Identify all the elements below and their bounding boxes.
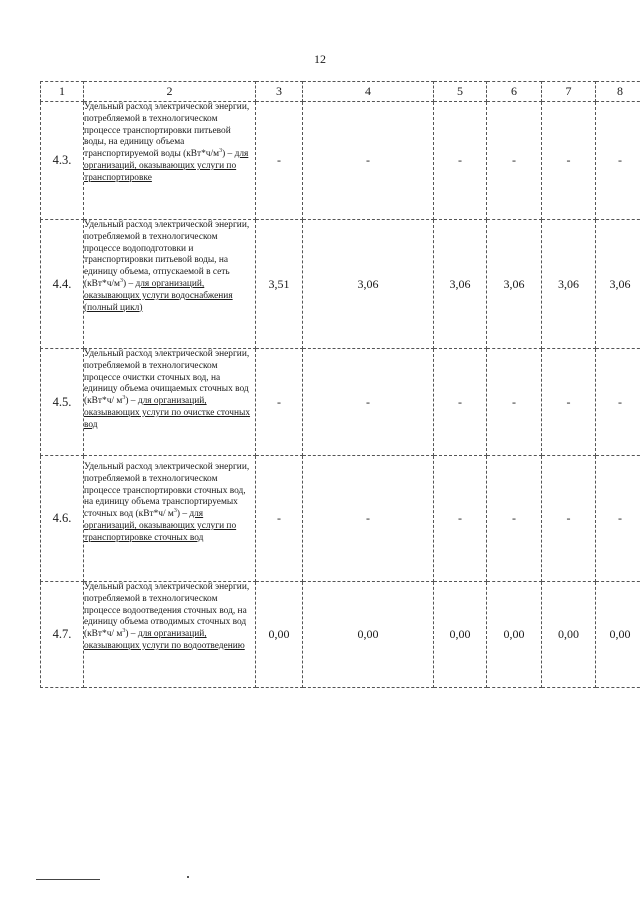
value-cell: 0,00: [434, 582, 487, 688]
value-cell: -: [434, 102, 487, 220]
qualifier-text: для организаций, оказывающих услуги по транспортировке сточных вод: [84, 509, 237, 543]
value-cell: -: [596, 456, 640, 582]
page-number: 12: [314, 52, 326, 66]
footer-mark: [187, 876, 189, 878]
header-cell: 8: [596, 82, 640, 102]
value-cell: -: [434, 456, 487, 582]
header-cell: 7: [542, 82, 596, 102]
value-cell: -: [303, 102, 434, 220]
value-cell: 0,00: [256, 582, 303, 688]
description-text: Удельный расход электрической энергии, потребляемой в технологическом процессе транспортировки питьевой воды, на единицу объема транспортируемой воды: [84, 102, 250, 160]
footer-rule: [36, 879, 100, 880]
value-cell: -: [256, 102, 303, 220]
header-row: [41, 82, 640, 102]
table-row: [41, 456, 640, 582]
row-description: [84, 582, 256, 688]
value-cell: 0,00: [596, 582, 640, 688]
row-number: 4.3.: [41, 102, 84, 220]
unit-superscript: 3: [173, 508, 177, 515]
separator: –: [225, 149, 235, 160]
table-row: [41, 349, 640, 456]
unit-superscript: 3: [122, 628, 126, 635]
header-cell: 2: [84, 82, 256, 102]
value-cell: -: [434, 349, 487, 456]
description-text: Удельный расход электрической энергии, потребляемой в технологическом процессе водоподготовки и транспортировки питьевой воды, на единицу объема, отпускаемой в сеть: [84, 220, 250, 278]
separator: –: [126, 278, 136, 289]
value-cell: 0,00: [542, 582, 596, 688]
value-cell: 0,00: [487, 582, 542, 688]
unit-close: ): [222, 149, 226, 160]
value-cell: 3,51: [256, 220, 303, 349]
row-number: 4.4.: [41, 220, 84, 349]
value-cell: -: [303, 349, 434, 456]
unit-close: ): [125, 396, 129, 407]
value-cell: 0,00: [303, 582, 434, 688]
unit-superscript: 3: [122, 395, 126, 402]
unit-text: (кВт*ч/ м: [84, 629, 123, 640]
header-cell: 4: [303, 82, 434, 102]
value-cell: 3,06: [542, 220, 596, 349]
row-description: [84, 220, 256, 349]
value-cell: -: [256, 349, 303, 456]
unit-text: (кВт*ч/м: [84, 278, 120, 289]
value-cell: -: [596, 349, 640, 456]
unit-close: ): [176, 509, 180, 520]
value-cell: -: [487, 102, 542, 220]
qualifier-text: для организаций, оказывающих услуги водоснабжения (полный цикл): [84, 278, 233, 313]
qualifier-text: для организаций, оказывающих услуги по очистке сточных вод: [84, 396, 251, 430]
header-cell: 1: [41, 82, 84, 102]
header-cell: 6: [487, 82, 542, 102]
qualifier-text: для организаций, оказывающих услуги по транспортировке: [84, 149, 249, 183]
unit-text: (кВт*ч/ м: [84, 396, 123, 407]
value-cell: -: [487, 456, 542, 582]
separator: –: [128, 396, 138, 407]
unit-text: (кВт*ч/ м: [135, 509, 174, 520]
row-description: [84, 349, 256, 456]
unit-close: ): [125, 629, 129, 640]
row-description: [84, 102, 256, 220]
value-cell: -: [487, 349, 542, 456]
unit-superscript: 3: [119, 277, 123, 284]
value-cell: -: [596, 102, 640, 220]
value-cell: 3,06: [434, 220, 487, 349]
value-cell: 3,06: [487, 220, 542, 349]
header-cell: 5: [434, 82, 487, 102]
description-text: Удельный расход электрической энергии, потребляемой в технологическом процессе транспортировки сточных вод, на единицу объема транспортируемых сточных вод: [84, 462, 250, 520]
value-cell: -: [542, 102, 596, 220]
separator: –: [128, 629, 138, 640]
table-row: [41, 102, 640, 220]
row-number: 4.5.: [41, 349, 84, 456]
value-cell: -: [256, 456, 303, 582]
row-number: 4.7.: [41, 582, 84, 688]
value-cell: -: [542, 349, 596, 456]
indicators-table: [40, 81, 640, 688]
table-row: [41, 582, 640, 688]
value-cell: -: [542, 456, 596, 582]
value-cell: 3,06: [596, 220, 640, 349]
unit-superscript: 3: [219, 148, 223, 155]
separator: –: [179, 509, 190, 520]
unit-text: (кВт*ч/м: [183, 149, 220, 160]
description-text: Удельный расход электрической энергии, потребляемой в технологическом процессе очистки сточных вод, на единицу объема очищаемых сточных вод: [84, 349, 250, 395]
qualifier-text: для организаций, оказывающих услуги по водоотведению: [84, 629, 245, 651]
description-text: Удельный расход электрической энергии, потребляемой в технологическом процессе водоотведения сточных вод, на единицу объема отводимых сточных вод: [84, 582, 250, 628]
row-description: [84, 456, 256, 582]
value-cell: -: [303, 456, 434, 582]
table-row: [41, 220, 640, 349]
value-cell: 3,06: [303, 220, 434, 349]
unit-close: ): [122, 278, 127, 289]
row-number: 4.6.: [41, 456, 84, 582]
header-cell: 3: [256, 82, 303, 102]
